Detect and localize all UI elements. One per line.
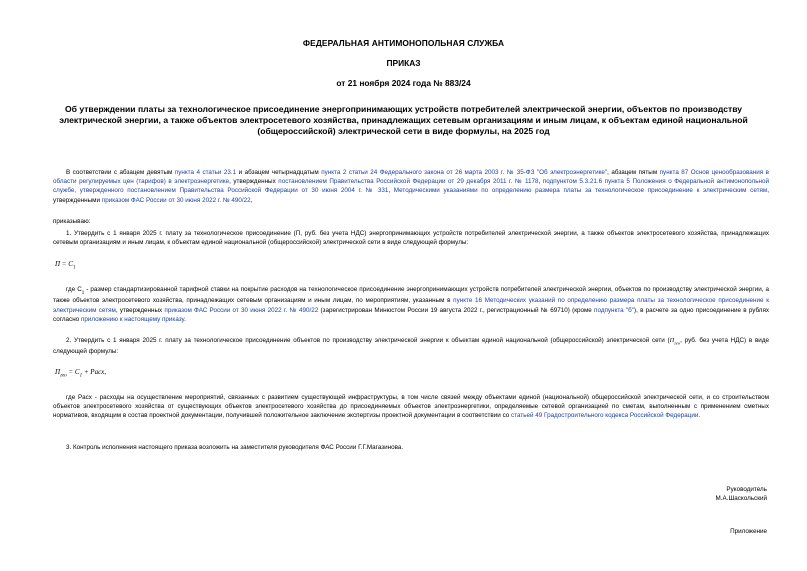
item-3-text: 3. Контроль исполнения настоящего приказа возложить на заместителя руководителя ФАС России Г.Г.Магазинова. [66, 444, 404, 451]
preamble-text: В соответствии с абзацем девятым [66, 169, 175, 176]
formula-2-rest: = С [66, 368, 80, 376]
item-2-text-a: 2. Утвердить с 1 января 2025 г. плату за технологическое присоединение объектов по производству электрической энергии к объектам единой национальной (общероссийской) электрической сети ( [66, 337, 670, 344]
link-article-49[interactable]: статьей 49 Градостроительного кодекса Российской Федерации [511, 412, 699, 420]
order-word: приказываю: [53, 218, 91, 225]
formula-2-sub: гео [60, 373, 67, 379]
preamble-text: , [538, 178, 543, 186]
appendix-label: Приложение [730, 528, 767, 535]
item-2-text [53, 336, 769, 357]
document-title: Об утверждении платы за технологическое присоединение энергопринимающих устройств потребителей электрической энергии, объектов по производству электрической энергии, а также объектов электросетевого хозяйства, принадлежащих сетевым организациям и иным лицам, к объектам единой национальной (общероссийской) электрической сети в виде формулы, на 2025 год [59, 104, 748, 136]
link-methodical-guidelines[interactable]: Методическими указаниями по определению размера платы за технологическое присоединение к электрическим сетям [393, 187, 768, 195]
item-1-text: 1. Утвердить с 1 января 2025 г. плату за технологическое присоединение (П, руб. без учета НДС) энергопринимающих устройств потребителей электрической энергии, а также объектов электросетевого хозяйства, принадлежащих сетевым организациям и иным лицам, к объектам единой национальной (общероссийской) электрической сети в виде следующей формулы: [53, 230, 769, 247]
where-text: где С [66, 286, 82, 293]
item-1-where [53, 285, 769, 324]
document-type: ПРИКАЗ [386, 58, 421, 68]
link-appendix[interactable]: приложению к настоящему приказу [80, 315, 185, 323]
formula-2-main: П [55, 368, 61, 376]
where-text: (зарегистрирован Минюстом России 19 августа 2022 г., регистрационный № 69710) (кроме [318, 306, 595, 314]
preamble-text: , утвержденных [229, 178, 279, 186]
where-2-text: где Pасх - расходы на осуществление мероприятий, связанных с развитием существующей инфраструктуры, в том числе связей между объектами единой (национальной) общероссийской электрической сети, и со строительством объектов электросетевого хозяйства от существующих объектов электросетевого хозяйства до присоединяемых объектов электроэнергетики, определяемые сетевой организацией по сметам, выполненным с применением сметных нормативов, входящим в состав проектной документации, получившей положительное заключение экспертизы проектной документации в соответствии со [53, 394, 769, 420]
where-sub: 1 [81, 289, 85, 295]
item-2-where [53, 393, 769, 421]
formula-1 [55, 260, 75, 270]
document-date-number: от 21 ноября 2024 года № 883/24 [336, 78, 471, 88]
where-text: , утвержденных [115, 306, 165, 314]
link-fas-regulation[interactable]: подпунктом 5.3.21.6 пункта 5 Положения о Федеральной антимонопольной службе, утвержденного постановлением Правительства Российской Федерации от 30 июня 2004 г. № 331 [53, 178, 770, 195]
where-text: - размер стандартизированной тарифной ставки на покрытие расходов на технологическое присоединение энергопринимающих устройств потребителей электрической энергии, объектов по производству электрической энергии, а также объектов электросетевого хозяйства, принадлежащих сетевым организациям и иным лицам, по мероприятиям, указанным в [53, 286, 769, 305]
preamble-text: , утвержденными [53, 187, 769, 204]
link-law-35fz[interactable]: пункта 2 статьи 24 Федерального закона от 26 марта 2003 г. № 35-ФЗ "Об электроэнергетике" [321, 169, 608, 176]
preamble-text: , [388, 187, 394, 195]
link-order-490[interactable]: приказом ФАС России от 30 июня 2022 г. № 490/22 [101, 196, 251, 204]
where-text: ), в расчете за одно присоединение в рублях согласно [53, 306, 770, 323]
formula-1-sub: 1 [72, 265, 76, 271]
link-point-16[interactable]: пункте 16 Методических указаний по определению размера платы за технологическое присоединение к электрическим сетям [53, 297, 769, 314]
formula-1-main: П = С [55, 260, 73, 268]
preamble-text: , [250, 196, 253, 204]
preamble-text: и абзацем четырнадцатым [236, 169, 322, 176]
item-2-inline-symbol: $П_{гео}$ [669, 337, 681, 346]
signature-role: Руководитель [726, 486, 767, 493]
link-order-490-b[interactable]: приказом ФАС России от 30 июня 2022 г. № 490/22 [164, 306, 319, 314]
preamble-paragraph [53, 168, 769, 205]
signature-name: М.А.Шаскольский [715, 495, 767, 502]
formula-2 [55, 368, 106, 378]
preamble-text: , абзацем пятым [607, 169, 660, 176]
where-text: . [184, 315, 186, 323]
link-resolution-1178[interactable]: постановлением Правительства Российской Федерации от 29 декабря 2011 г. № 1178 [278, 178, 539, 186]
agency-name: ФЕДЕРАЛЬНАЯ АНТИМОНОПОЛЬНАЯ СЛУЖБА [302, 38, 505, 48]
link-pricing-basics[interactable]: пункта 87 Основ ценообразования в области регулируемых цен (тарифов) в электроэнергетике [53, 169, 769, 186]
link-law-23-1[interactable]: пункта 4 статьи 23.1 [174, 169, 237, 176]
formula-2-tail: + Pасх, [82, 368, 106, 376]
formula-2-sub2: 1 [79, 373, 83, 379]
link-subpoint-b[interactable]: подпункта "б" [594, 306, 634, 314]
item-2-text-b: , руб. без учета НДС) в виде следующей формулы: [53, 337, 769, 356]
where-2-text: . [698, 412, 701, 420]
